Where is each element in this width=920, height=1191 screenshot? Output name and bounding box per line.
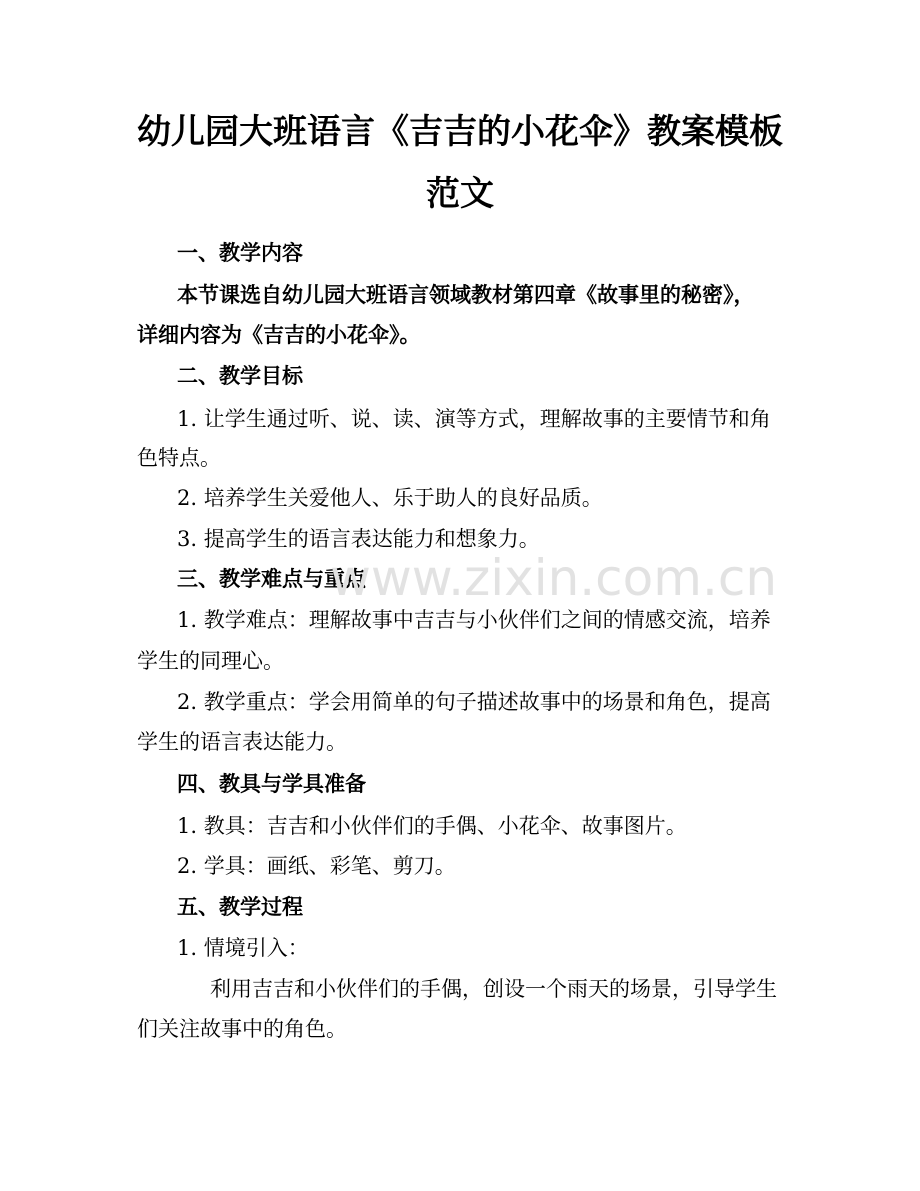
paragraph-line: 1. 教学难点：理解故事中吉吉与小伙伴们之间的情感交流，培养 <box>177 608 771 632</box>
paragraph-line: 学生的同理心。 <box>137 649 284 673</box>
paragraph-line: 学生的语言表达能力。 <box>137 730 347 754</box>
paragraph-line: 3. 提高学生的语言表达能力和想象力。 <box>177 527 540 551</box>
paragraph-line: 本节课选自幼儿园大班语言领域教材第四章《故事里的秘密》， <box>177 282 755 307</box>
paragraph-line: 利用吉吉和小伙伴们的手偶，创设一个雨天的场景，引导学生 <box>210 977 777 1001</box>
paragraph-line: 2. 学具：画纸、彩笔、剪刀。 <box>177 854 456 878</box>
section-heading-key-points: 三、教学难点与重点 <box>177 566 366 591</box>
paragraph-line: 1. 情境引入： <box>177 936 309 960</box>
document-title-line-2: 范文 <box>426 174 494 214</box>
section-heading-content: 一、教学内容 <box>177 240 303 265</box>
paragraph-line: 色特点。 <box>137 446 221 470</box>
document-title-line-1: 幼儿园大班语言《吉吉的小花伞》教案模板 <box>137 112 783 152</box>
section-heading-materials: 四、教具与学具准备 <box>177 771 366 796</box>
section-heading-objectives: 二、教学目标 <box>177 363 303 388</box>
paragraph-line: 2. 教学重点：学会用简单的句子描述故事中的场景和角色，提高 <box>177 690 771 714</box>
watermark-text: www.zixin.com.cn <box>330 549 778 607</box>
paragraph-line: 们关注故事中的角色。 <box>137 1017 347 1041</box>
paragraph-line: 1. 让学生通过听、说、读、演等方式，理解故事的主要情节和角 <box>177 407 771 431</box>
section-heading-process: 五、教学过程 <box>177 894 303 919</box>
paragraph-line: 2. 培养学生关爱他人、乐于助人的良好品质。 <box>177 486 603 510</box>
paragraph-line: 1. 教具：吉吉和小伙伴们的手偶、小花伞、故事图片。 <box>177 814 687 838</box>
paragraph-line: 详细内容为《吉吉的小花伞》。 <box>137 322 421 347</box>
